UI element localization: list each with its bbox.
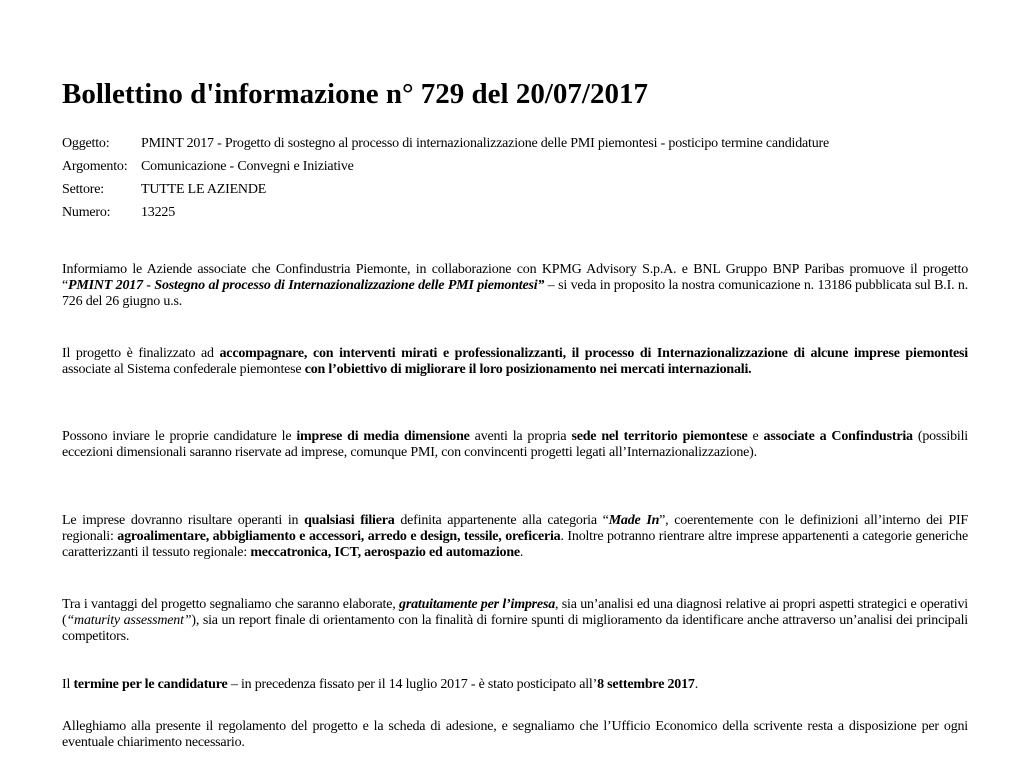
meta-key: Argomento: [62,159,128,174]
text: – si veda in proposito la nostra comunicazione n. 13186 pubblicata sul B.I. n. 726 del 26 giugno u.s. [62,278,969,309]
text: ”, coerentemente con le definizioni all’interno dei PIF regionali: [62,513,968,544]
text: Il progetto è finalizzato ad [62,346,220,361]
text: , sia un’analisi ed una diagnosi relative ai propri aspetti strategici e operativi ( [62,597,968,628]
text: . [519,545,524,560]
meta-value: PMINT 2017 - Progetto di sostegno al processo di internazionalizzazione delle PMI piemontesi - posticipo termine candidature [141,136,829,151]
meta-block [62,132,968,224]
text-bold: meccatronica, ICT, aerospazio ed automazione [250,545,520,560]
text: aventi la propria [469,429,572,444]
text: – in precedenza fissato per il 14 luglio 2017 - è stato posticipato all’ [227,677,598,692]
text-bold-italic: Made In [608,513,660,528]
text-bold: agroalimentare, abbigliamento e accessori, arredo e design, tessile, oreficeria [117,529,561,544]
meta-key: Settore: [62,182,104,197]
text: Le imprese dovranno risultare operanti in [62,513,305,528]
text-bold: qualsiasi filiera [304,513,395,528]
text-bold-italic: PMINT 2017 - Sostegno al processo di Internazionalizzazione delle PMI piemontesi” [68,278,545,293]
meta-value: Comunicazione - Convegni e Iniziative [141,159,354,174]
text: ), sia un report finale di orientamento con la finalità di fornire spunti di miglioramento da identificare anche attraverso un’analisi dei principali competitors. [62,613,968,644]
meta-key: Oggetto: [62,136,110,151]
meta-value: TUTTE LE AZIENDE [141,182,267,197]
paragraph-intro [62,262,968,310]
text: Tra i vantaggi del progetto segnaliamo che saranno elaborate, [62,597,400,612]
meta-key: Numero: [62,205,111,220]
text-bold: associate a Confindustria [763,429,913,444]
text-italic: “maturity assessment” [66,613,192,628]
paragraph-objective [62,346,968,378]
text: definita appartenente alla categoria “ [394,513,609,528]
text: Il [62,677,74,692]
meta-value: 13225 [141,205,176,220]
text-bold: accompagnare, con interventi mirati e professionalizzanti, il processo di Internazionalizzazione di alcune imprese piemontesi [219,346,968,361]
page-title: Bollettino d'informazione n° 729 del 20/07/2017 [62,78,648,110]
meta-row-settore [62,178,968,201]
text-bold: sede nel territorio piemontese [571,429,748,444]
paragraph-deadline [62,677,968,693]
document-page [0,0,1024,224]
paragraph-closing [62,719,968,751]
text: . [694,677,699,692]
text: Informiamo le Aziende associate che Confindustria Piemonte, in collaborazione con KPMG Advisory S.p.A. e BNL Gruppo BNP Paribas promuove il progetto “ [62,262,968,293]
text: (possibili eccezioni dimensionali saranno riservate ad imprese, comunque PMI, con convincenti progetti legati all’Internazionalizzazione). [62,429,968,460]
text: e [747,429,764,444]
text: Possono inviare le proprie candidature le [62,429,297,444]
text: . Inoltre potranno rientrare altre imprese appartenenti a categorie generiche caratterizzanti il tessuto regionale: [62,529,968,560]
text-bold-italic: gratuitamente per l’impresa [399,597,555,612]
paragraph-eligibility [62,429,968,461]
text-bold: 8 settembre 2017 [597,677,695,692]
paragraph-sectors [62,513,968,561]
text-bold: imprese di media dimensione [296,429,470,444]
text: associate al Sistema confederale piemontese [62,362,305,377]
meta-row-oggetto [62,132,968,155]
meta-row-argomento [62,155,968,178]
meta-row-numero [62,201,968,224]
text: Alleghiamo alla presente il regolamento del progetto e la scheda di adesione, e segnaliamo che l’Ufficio Economico della scrivente resta a disposizione per ogni eventuale chiarimento necessario. [62,719,968,750]
paragraph-benefits [62,597,968,645]
text-bold: con l’obiettivo di migliorare il loro posizionamento nei mercati internazionali. [304,362,752,377]
text-bold: termine per le candidature [73,677,228,692]
